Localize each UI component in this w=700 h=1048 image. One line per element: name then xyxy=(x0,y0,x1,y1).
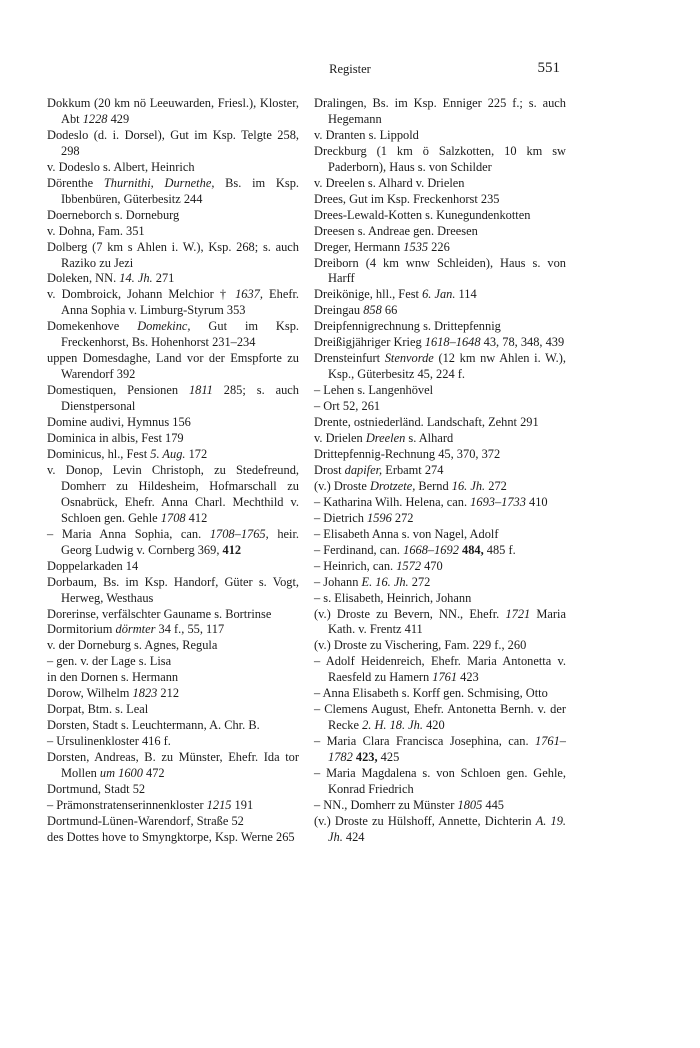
entry-text: Thurnithi, Durnethe, xyxy=(103,175,215,190)
index-entry xyxy=(47,798,299,814)
entry-text: Dorpat, Btm. s. Leal xyxy=(47,702,149,717)
entry-text: 1228 xyxy=(82,111,108,126)
entry-text: heir. Georg Ludwig v. Cornberg 369, xyxy=(61,526,299,557)
entry-text: 1811 xyxy=(188,383,213,398)
entry-text: – NN., Domherr zu Münster xyxy=(314,797,458,812)
entry-text: – Clemens August, Ehefr. Antonetta Bernh. v. der Recke xyxy=(314,702,566,733)
entry-text: 445 xyxy=(482,797,504,812)
entry-text: – Maria Clara Francisca Josephina, can. xyxy=(314,734,536,749)
entry-text: des Dottes hove to Smyngktorpe, Ksp. Werne 265 xyxy=(47,829,295,844)
entry-text: Maria Kath. v. Frentz 411 xyxy=(328,606,566,637)
entry-text: uppen Domesdaghe, Land vor der Emspforte zu Warendorf 392 xyxy=(47,351,299,382)
entry-text: 485 f. xyxy=(483,542,516,557)
entry-text: 6. Jan. xyxy=(422,287,456,302)
entry-text: Domestiquen, Pensionen xyxy=(47,383,189,398)
entry-text: Dreingau xyxy=(314,303,364,318)
index-entry xyxy=(314,447,566,463)
entry-text: v. Dodeslo s. Albert, Heinrich xyxy=(47,159,195,174)
entry-text: Dorsten, Andreas, B. zu Münster, Ehefr. Ida tor Mollen xyxy=(47,750,299,781)
index-entry xyxy=(314,399,566,415)
index-entry xyxy=(314,798,566,814)
entry-text: 212 xyxy=(157,686,180,701)
entry-text: 1637, xyxy=(235,287,263,302)
index-entry xyxy=(47,176,299,208)
entry-text: 1535 xyxy=(403,239,429,254)
entry-text: 429 xyxy=(107,111,130,126)
entry-text: 1572 xyxy=(396,558,422,573)
index-entry xyxy=(314,335,566,351)
entry-text: Dortmund, Stadt 52 xyxy=(47,781,146,796)
index-entry xyxy=(47,431,299,447)
entry-text: Dreelen xyxy=(365,431,406,446)
entry-text: – Adolf Heidenreich, Ehefr. Maria Antonetta v. Raesfeld zu Hamern xyxy=(314,654,566,685)
index-entry xyxy=(47,734,299,750)
entry-text: Dreipfennigrechnung s. Drittepfennig xyxy=(314,319,501,334)
entry-text: v. Dombroick, Johann Melchior † xyxy=(47,287,236,302)
index-entry xyxy=(314,128,566,144)
entry-text: 423 xyxy=(457,670,479,685)
entry-text: (v.) Droste xyxy=(314,478,370,493)
index-entry xyxy=(47,271,299,287)
entry-text: um 1600 xyxy=(99,766,143,781)
index-entry xyxy=(47,638,299,654)
index-column-left xyxy=(47,96,299,846)
index-entry xyxy=(314,607,566,639)
index-entry xyxy=(47,654,299,670)
entry-text: v. Dreelen s. Alhard v. Drielen xyxy=(314,175,465,190)
entry-text: Dokkum (20 km nö Leeuwarden, Friesl.), Kloster, Abt xyxy=(47,96,299,126)
entry-text: – Anna Elisabeth s. Korff gen. Schmising, Otto xyxy=(314,686,548,701)
entry-text: Dreißigjähriger Krieg xyxy=(314,335,425,350)
index-entry xyxy=(314,287,566,303)
entry-text: – Johann xyxy=(314,574,362,589)
index-entry xyxy=(47,830,299,846)
entry-text: Erbamt 274 xyxy=(382,462,444,477)
entry-text: 423, xyxy=(355,750,378,765)
entry-text: 1761–1782 xyxy=(328,734,566,765)
entry-text: Dreckburg (1 km ö Salzkotten, 10 km sw Paderborn), Haus s. von Schilder xyxy=(314,143,566,174)
index-column-right xyxy=(314,96,566,846)
index-entry xyxy=(314,192,566,208)
entry-text: Dreger, Hermann xyxy=(314,239,404,254)
entry-text: Dreikönige, hll., Fest xyxy=(314,287,423,302)
entry-text: Dorsten, Stadt s. Leuchtermann, A. Chr. B. xyxy=(47,718,260,733)
index-entry xyxy=(47,96,299,128)
index-entry xyxy=(314,256,566,288)
page-header xyxy=(0,62,700,84)
index-entry xyxy=(47,670,299,686)
entry-text: 412 xyxy=(222,542,242,557)
index-entry xyxy=(47,287,299,319)
entry-text: 172 xyxy=(185,446,208,461)
entry-text: – Ferdinand, can. xyxy=(314,542,404,557)
entry-text: 66 xyxy=(381,303,398,318)
entry-text: – Heinrich, can. xyxy=(314,558,397,573)
index-entry xyxy=(47,575,299,607)
entry-text: 272 xyxy=(391,510,414,525)
entry-text: 34 f., 55, 117 xyxy=(155,622,225,637)
index-entry xyxy=(47,782,299,798)
entry-text: Dominica in albis, Fest 179 xyxy=(47,431,184,446)
index-entry xyxy=(314,766,566,798)
index-entry xyxy=(314,176,566,192)
index-entry xyxy=(314,638,566,654)
index-entry xyxy=(47,622,299,638)
entry-text: Bs. im Ksp. Ibbenbüren, Güterbesitz 244 xyxy=(61,175,299,206)
index-entry xyxy=(314,303,566,319)
entry-text: Bernd xyxy=(415,478,452,493)
entry-text: Dodeslo (d. i. Dorsel), Gut im Ksp. Telgte 258, 298 xyxy=(47,127,299,158)
index-entry xyxy=(314,575,566,591)
page-number: 551 xyxy=(537,60,560,76)
entry-text: Domekenhove xyxy=(47,319,138,334)
index-entry xyxy=(47,351,299,383)
entry-text: v. Drielen xyxy=(314,431,366,446)
index-entry xyxy=(47,607,299,623)
entry-text: Dorow, Wilhelm xyxy=(47,686,133,701)
entry-text: Gut im Ksp. Freckenhorst, Bs. Hohenhorst 231–234 xyxy=(61,319,299,350)
index-entry xyxy=(314,431,566,447)
entry-text: – Dietrich xyxy=(314,510,367,525)
index-entry xyxy=(314,224,566,240)
index-entry xyxy=(47,240,299,272)
entry-text: 2. H. 18. Jh. xyxy=(362,718,423,733)
entry-text: Domine audivi, Hymnus 156 xyxy=(47,415,191,430)
entry-text: Drensteinfurt xyxy=(314,351,385,366)
index-entry xyxy=(47,447,299,463)
entry-text: Dormitorium xyxy=(47,622,116,637)
entry-text: 16. Jh. xyxy=(451,478,486,493)
entry-text: 1721 xyxy=(505,606,531,621)
entry-text: Dorbaum, Bs. im Ksp. Handorf, Güter s. Vogt, Herweg, Westhaus xyxy=(47,574,299,605)
entry-text: E. 16. Jh. xyxy=(361,574,409,589)
entry-text: Drittepfennig-Rechnung 45, 370, 372 xyxy=(314,446,501,461)
entry-text: in den Dornen s. Hermann xyxy=(47,670,179,685)
entry-text: Drotzete, xyxy=(369,478,416,493)
entry-text: dapifer, xyxy=(344,462,383,477)
entry-text: 285; s. auch Dienstpersonal xyxy=(61,383,299,414)
index-entry xyxy=(314,319,566,335)
index-entry xyxy=(314,240,566,256)
index-entry xyxy=(47,527,299,559)
entry-text: Drees-Lewald-Kotten s. Kunegundenkotten xyxy=(314,207,531,222)
index-entry xyxy=(314,814,566,846)
index-entry xyxy=(314,511,566,527)
entry-text: 420 xyxy=(422,718,445,733)
index-entry xyxy=(314,351,566,383)
index-entry xyxy=(314,479,566,495)
entry-text: Stenvorde xyxy=(384,351,434,366)
index-entry xyxy=(314,686,566,702)
entry-text: 271 xyxy=(152,271,175,286)
entry-text: 410 xyxy=(525,494,548,509)
index-entry xyxy=(314,734,566,766)
entry-text: 114 xyxy=(455,287,477,302)
entry-text: 470 xyxy=(421,558,443,573)
index-entry xyxy=(47,160,299,176)
index-entry xyxy=(314,96,566,128)
index-entry xyxy=(314,591,566,607)
index-entry xyxy=(314,144,566,176)
entry-text: – Prämonstratenserinnenkloster xyxy=(47,797,207,812)
entry-text: – s. Elisabeth, Heinrich, Johann xyxy=(314,590,472,605)
entry-text: 1215 xyxy=(206,797,232,812)
index-entry xyxy=(47,319,299,351)
index-entry xyxy=(314,559,566,575)
entry-text: 1668–1692 xyxy=(403,542,459,557)
entry-text: Drees, Gut im Ksp. Freckenhorst 235 xyxy=(314,191,500,206)
index-entry xyxy=(47,686,299,702)
entry-text: Domekinc, xyxy=(137,319,191,334)
index-entry xyxy=(314,527,566,543)
entry-text: 484, xyxy=(462,542,484,557)
entry-text: 14. Jh. xyxy=(119,271,153,286)
index-entry xyxy=(47,224,299,240)
entry-text: 425 xyxy=(377,750,400,765)
entry-text: 43, 78, 348, 439 xyxy=(480,335,565,350)
entry-text: 272 xyxy=(485,478,507,493)
index-entry xyxy=(47,128,299,160)
entry-text: Drente, ostniederländ. Landschaft, Zehnt 291 xyxy=(314,415,539,430)
entry-text: 424 xyxy=(342,829,365,844)
index-entry xyxy=(314,415,566,431)
entry-text: v. der Dorneburg s. Agnes, Regula xyxy=(47,638,218,653)
entry-text: 1823 xyxy=(132,686,158,701)
entry-text: Dorerinse, verfälschter Gauname s. Bortrinse xyxy=(47,606,272,621)
entry-text: 226 xyxy=(428,239,450,254)
entry-text: 1805 xyxy=(457,797,483,812)
entry-text: – Ort 52, 261 xyxy=(314,399,381,414)
entry-text: – Ursulinenkloster 416 f. xyxy=(47,734,171,749)
entry-text: v. Donop, Levin Christoph, zu Stedefreund, Domherr zu Hildesheim, Hofmarschall zu Osnabrück, Ehefr. Anna Charl. Mechthild v. Schloen gen. Gehle xyxy=(47,462,299,525)
entry-text: – Maria Magdalena s. von Schloen gen. Gehle, Konrad Friedrich xyxy=(314,766,566,796)
running-title: Register xyxy=(329,62,371,76)
entry-text: Dolberg (7 km s Ahlen i. W.), Ksp. 268; s. auch Raziko zu Jezi xyxy=(47,239,299,270)
entry-text: 412 xyxy=(185,510,208,525)
index-entry xyxy=(47,415,299,431)
index-entry xyxy=(47,208,299,224)
entry-text: 1761 xyxy=(432,670,458,685)
entry-text: 1596 xyxy=(367,510,392,525)
entry-text: Doleken, NN. xyxy=(47,271,120,286)
entry-text: (v.) Droste zu Hülshoff, Annette, Dichterin xyxy=(314,813,536,828)
entry-text: 1618–1648 xyxy=(424,335,481,350)
index-entry xyxy=(314,654,566,686)
entry-text: Dreiborn (4 km wnw Schleiden), Haus s. von Harff xyxy=(314,255,566,286)
index-entry xyxy=(47,383,299,415)
entry-text: A. 19. Jh. xyxy=(328,813,566,844)
entry-text: v. Dohna, Fam. 351 xyxy=(47,223,145,238)
entry-text: – Lehen s. Langenhövel xyxy=(314,383,434,398)
index-entry xyxy=(47,702,299,718)
entry-text: dörmter xyxy=(115,622,156,637)
index-entry xyxy=(314,495,566,511)
entry-text: – Maria Anna Sophia, can. xyxy=(47,526,210,541)
index-entry xyxy=(314,463,566,479)
index-entry xyxy=(47,463,299,527)
entry-text: Doerneborch s. Dorneburg xyxy=(47,207,180,222)
entry-text: 191 xyxy=(231,797,254,812)
entry-text: – gen. v. der Lage s. Lisa xyxy=(47,654,172,669)
entry-text: (v.) Droste zu Vischering, Fam. 229 f., 260 xyxy=(314,638,527,653)
entry-text: 472 xyxy=(142,766,165,781)
entry-text: v. Dranten s. Lippold xyxy=(314,127,419,142)
entry-text: – Elisabeth Anna s. von Nagel, Adolf xyxy=(314,526,499,541)
entry-text: 1708–1765, xyxy=(209,526,269,541)
entry-text: 272 xyxy=(408,574,431,589)
entry-text: (12 km nw Ahlen i. W.), Ksp., Güterbesitz 45, 224 f. xyxy=(328,351,566,382)
entry-text: Dreesen s. Andreae gen. Dreesen xyxy=(314,223,478,238)
entry-text: Dralingen, Bs. im Ksp. Enniger 225 f.; s. auch Hegemann xyxy=(314,96,566,126)
entry-text: Dominicus, hl., Fest xyxy=(47,446,151,461)
entry-text: 5. Aug. xyxy=(150,446,186,461)
entry-text: 1708 xyxy=(160,510,186,525)
entry-text: Doppelarkaden 14 xyxy=(47,558,139,573)
index-entry xyxy=(47,559,299,575)
index-entry xyxy=(47,750,299,782)
index-entry xyxy=(314,208,566,224)
entry-text: Dörenthe xyxy=(47,175,104,190)
entry-text: Drost xyxy=(314,462,345,477)
index-entry xyxy=(314,702,566,734)
index-entry xyxy=(47,814,299,830)
index-entry xyxy=(47,718,299,734)
entry-text: (v.) Droste zu Bevern, NN., Ehefr. xyxy=(314,606,506,621)
index-entry xyxy=(314,543,566,559)
entry-text: – Katharina Wilh. Helena, can. xyxy=(314,494,471,509)
entry-text: 1693–1733 xyxy=(470,494,526,509)
entry-text: 858 xyxy=(363,303,382,318)
index-entry xyxy=(314,383,566,399)
entry-text: Ehefr. Anna Sophia v. Limburg-Styrum 353 xyxy=(61,287,299,318)
entry-text: s. Alhard xyxy=(405,431,454,446)
entry-text: Dortmund-Lünen-Warendorf, Straße 52 xyxy=(47,813,244,828)
